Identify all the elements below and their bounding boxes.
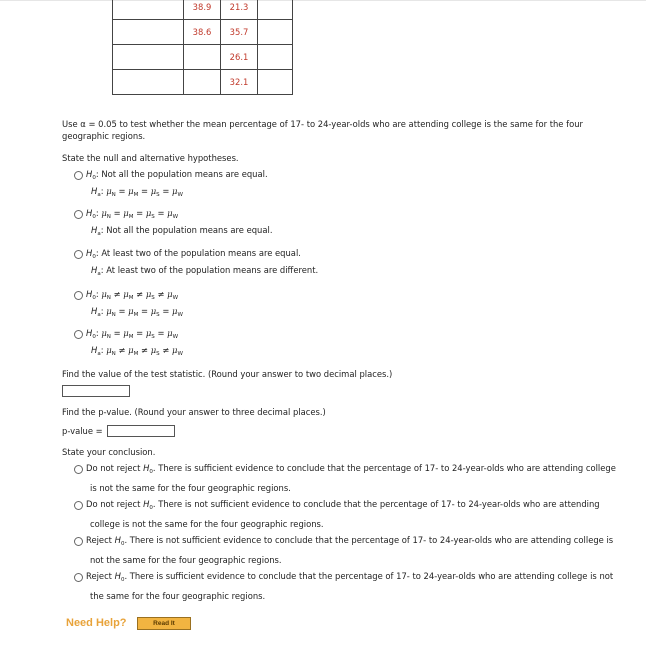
p-value-prompt: Find the p-value. (Round your answer to three decimal places.) bbox=[62, 407, 326, 417]
data-table bbox=[112, 0, 293, 95]
hypothesis-option-2-radio[interactable] bbox=[74, 210, 83, 219]
table-row bbox=[113, 20, 293, 45]
table-cell bbox=[258, 70, 293, 95]
hypothesis-option-1-alt: $H_a$: $\mu_N = \mu_M = \mu_S = \mu_W$ bbox=[91, 186, 183, 198]
hypothesis-option-5-radio[interactable] bbox=[74, 330, 83, 339]
hypothesis-option-1-null: $H_0$: Not all the population means are equal. bbox=[86, 169, 268, 181]
conclusion-option-4-radio[interactable] bbox=[74, 573, 83, 582]
table-cell: 38.9 bbox=[184, 0, 221, 20]
table-cell: 26.1 bbox=[221, 45, 258, 70]
hypothesis-option-1-radio[interactable] bbox=[74, 171, 83, 180]
hypothesis-option-3-radio[interactable] bbox=[74, 250, 83, 259]
table-cell bbox=[113, 0, 184, 20]
conclusion-option-2: Do not reject $H_0$. There is not sufficient evidence to conclude that the percentage of 17- to 24-year-olds who are attending college is not the same for the four geographic regions. bbox=[86, 499, 600, 529]
conclusion-option-4: Reject $H_0$. There is sufficient evidence to conclude that the percentage of 17- to 24-year-olds who are attending college is not the same for the four geographic regions. bbox=[86, 571, 614, 601]
table-cell: 35.7 bbox=[221, 20, 258, 45]
hypothesis-option-4-radio[interactable] bbox=[74, 291, 83, 300]
need-help-label: Need Help? bbox=[66, 617, 127, 629]
table-row bbox=[113, 70, 293, 95]
hypothesis-option-2-alt: $H_a$: Not all the population means are equal. bbox=[91, 225, 273, 237]
table-cell bbox=[184, 45, 221, 70]
top-divider bbox=[0, 0, 646, 1]
table-cell bbox=[113, 20, 184, 45]
test-statistic-prompt: Find the value of the test statistic. (Round your answer to two decimal places.) bbox=[62, 369, 393, 379]
hypothesis-option-4-null: $H_0$: $\mu_N \ne \mu_M \ne \mu_S \ne \mu_W$ bbox=[86, 289, 179, 301]
conclusion-prompt: State your conclusion. bbox=[62, 447, 156, 457]
intro-text-line1: Use α = 0.05 to test whether the mean percentage of 17- to 24-year-olds who are attending college is the same for the four bbox=[62, 119, 583, 129]
table-cell: 21.3 bbox=[221, 0, 258, 20]
table-row bbox=[113, 45, 293, 70]
conclusion-option-3: Reject $H_0$. There is not sufficient evidence to conclude that the percentage of 17- to 24-year-olds who are attending college is not the same for the four geographic regions. bbox=[86, 535, 614, 565]
table-cell bbox=[258, 0, 293, 20]
conclusion-option-2-radio[interactable] bbox=[74, 501, 83, 510]
hypothesis-option-2-null: $H_0$: $\mu_N = \mu_M = \mu_S = \mu_W$ bbox=[86, 208, 179, 220]
intro-text-line2: geographic regions. bbox=[62, 131, 146, 141]
conclusion-option-1: Do not reject $H_0$. There is sufficient evidence to conclude that the percentage of 17- to 24-year-olds who are attending college is not the same for the four geographic regions. bbox=[86, 463, 616, 493]
table-row bbox=[113, 0, 293, 20]
table-cell bbox=[258, 45, 293, 70]
hypothesis-option-5-alt: $H_a$: $\mu_N \ne \mu_M \ne \mu_S \ne \mu_W$ bbox=[91, 345, 183, 357]
p-value-label: p-value = bbox=[62, 426, 103, 436]
table-cell bbox=[113, 45, 184, 70]
hypothesis-option-3-null: $H_0$: At least two of the population means are equal. bbox=[86, 248, 301, 260]
table-cell bbox=[113, 70, 184, 95]
conclusion-option-1-radio[interactable] bbox=[74, 465, 83, 474]
table-cell: 32.1 bbox=[221, 70, 258, 95]
table-cell: 38.6 bbox=[184, 20, 221, 45]
hypothesis-option-4-alt: $H_a$: $\mu_N = \mu_M = \mu_S = \mu_W$ bbox=[91, 306, 183, 318]
table-cell bbox=[258, 20, 293, 45]
test-statistic-input[interactable] bbox=[62, 385, 130, 397]
state-hypotheses-label: State the null and alternative hypotheses. bbox=[62, 153, 239, 163]
hypothesis-option-3-alt: $H_a$: At least two of the population means are different. bbox=[91, 265, 319, 277]
read-it-button[interactable]: Read It bbox=[137, 617, 191, 630]
table-cell bbox=[184, 70, 221, 95]
conclusion-option-3-radio[interactable] bbox=[74, 537, 83, 546]
hypothesis-option-5-null: $H_0$: $\mu_N = \mu_M = \mu_S = \mu_W$ bbox=[86, 328, 179, 340]
p-value-input[interactable] bbox=[107, 425, 175, 437]
